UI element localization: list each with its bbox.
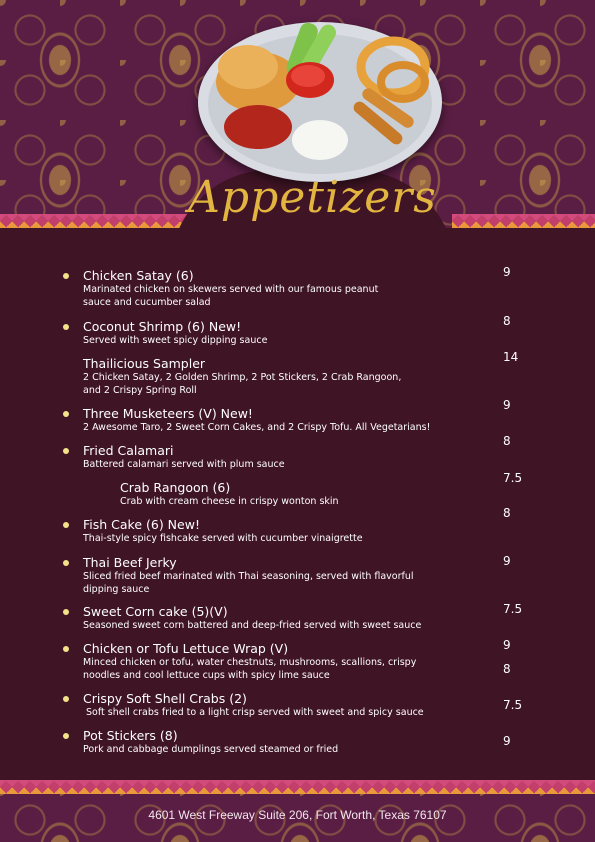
menu-item-name: Sweet Corn cake (5)(V) [83,604,228,619]
menu-item-name: Fish Cake (6) New! [83,517,200,532]
menu-item-description: and 2 Crispy Spring Roll [83,385,197,396]
menu-item [83,517,363,545]
menu-item-price: 9 [503,638,511,652]
bullet-dot-icon [63,448,69,454]
menu-item-description: Pork and cabbage dumplings served steamed or fried [83,744,339,755]
menu-item-price: 8 [503,434,511,448]
menu-item-name: Pot Stickers (8) [83,728,178,743]
menu-item-name: Crispy Soft Shell Crabs (2) [83,691,247,706]
menu-item-description: Marinated chicken on skewers served with our famous peanut [83,284,379,295]
menu-item-description: Seasoned sweet corn battered and deep-fried served with sweet sauce [83,620,422,631]
menu-item [83,356,401,397]
menu-item-description: 2 Chicken Satay, 2 Golden Shrimp, 2 Pot Stickers, 2 Crab Rangoon, [83,372,402,383]
menu-item-description: dipping sauce [83,584,150,595]
menu-item-description: noodles and cool lettuce cups with spicy lime sauce [83,670,330,681]
restaurant-address: 4601 West Freeway Suite 206, Fort Worth, Texas 76107 [148,808,447,822]
menu-item-name: Fried Calamari [83,443,174,458]
menu-item-price: 9 [503,554,511,568]
menu-item-description: Soft shell crabs fried to a light crisp served with sweet and spicy sauce [83,707,424,718]
bullet-dot-icon [63,522,69,528]
menu-item-description: Crab with cream cheese in crispy wonton skin [120,496,339,507]
menu-item-description: Battered calamari served with plum sauce [83,459,285,470]
menu-item-name: Three Musketeers (V) New! [83,406,253,421]
bullet-dot-icon [63,324,69,330]
menu-item [83,604,421,632]
menu-item-description: Served with sweet spicy dipping sauce [83,335,268,346]
menu-item-price: 9 [503,398,511,412]
menu-item [83,443,285,471]
menu-item-name: Thailicious Sampler [83,356,206,371]
menu-item-description: 2 Awesome Taro, 2 Sweet Corn Cakes, and 2 Crispy Tofu. All Vegetarians! [83,422,431,433]
menu-item-price: 14 [503,350,519,364]
menu-item-description: sauce and cucumber salad [83,297,211,308]
menu-item-description: Minced chicken or tofu, water chestnuts, mushrooms, scallions, crispy [83,657,417,668]
bullet-dot-icon [63,560,69,566]
page-title: Appetizers [188,172,437,223]
menu-item-price: 7.5 [503,698,523,712]
bullet-dot-icon [63,609,69,615]
zigzag-border-bottom [0,780,595,794]
menu-item-price: 7.5 [503,602,523,616]
menu-item-price: 8 [503,506,511,520]
menu-item-price: 8 [503,662,511,676]
menu-item-price: 9 [503,265,511,279]
bullet-dot-icon [63,273,69,279]
bullet-dot-icon [63,646,69,652]
menu-item [83,406,430,434]
bullet-dot-icon [63,733,69,739]
menu-item [83,641,416,682]
menu-item [120,480,339,508]
menu-item-name: Crab Rangoon (6) [120,480,231,495]
menu-item-name: Thai Beef Jerky [83,555,177,570]
bullet-dot-icon [63,411,69,417]
menu-item [83,728,338,756]
menu-item-description: Thai-style spicy fishcake served with cucumber vinaigrette [83,533,363,544]
appetizer-plate-image [198,22,442,182]
menu-item [83,691,424,719]
menu-item-name: Chicken or Tofu Lettuce Wrap (V) [83,641,289,656]
menu-item-description: Sliced fried beef marinated with Thai seasoning, served with flavorful [83,571,414,582]
menu-item-name: Coconut Shrimp (6) New! [83,319,242,334]
menu-item-price: 9 [503,734,511,748]
menu-item [83,319,267,347]
menu-item [83,555,414,596]
menu-item-price: 7.5 [503,471,523,485]
menu-item-name: Chicken Satay (6) [83,268,194,283]
menu-item [83,268,378,309]
bullet-dot-icon [63,696,69,702]
menu-item-price: 8 [503,314,511,328]
